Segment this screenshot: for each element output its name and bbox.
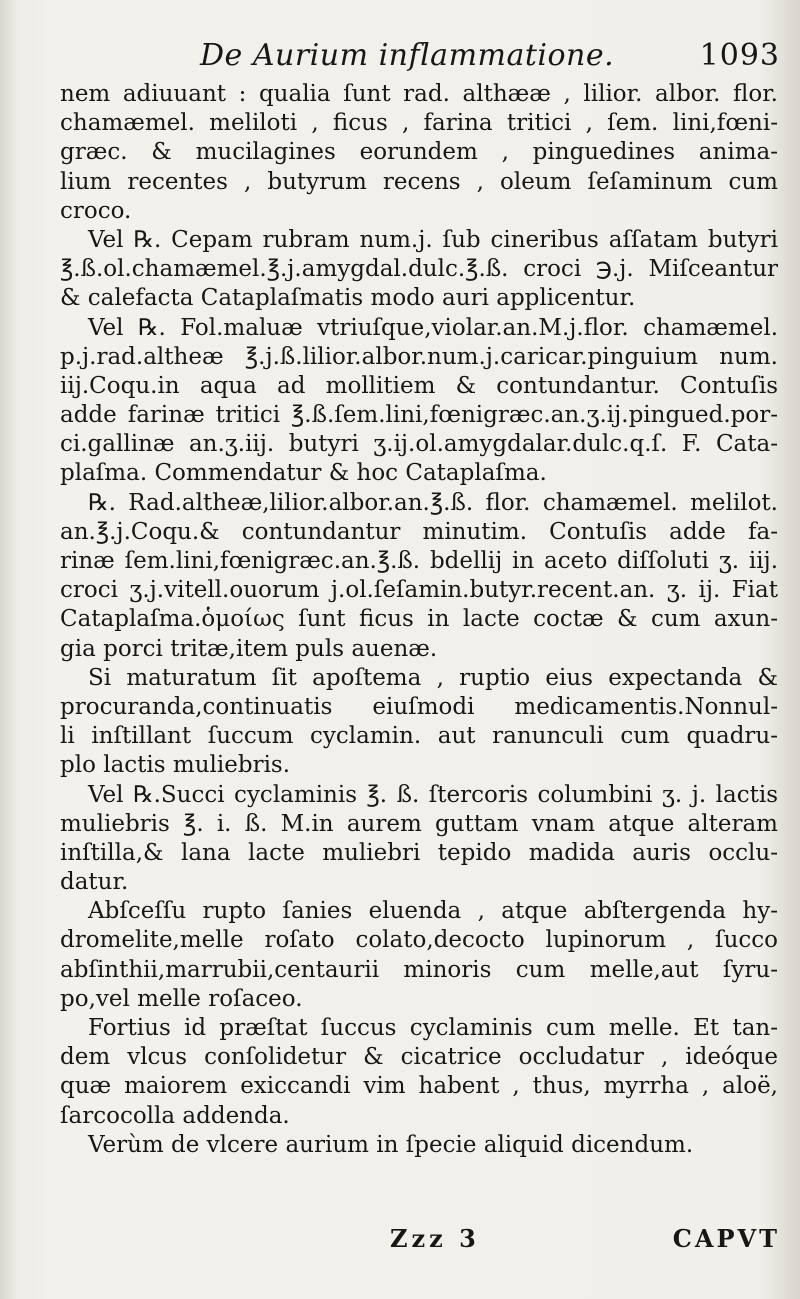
text-line: inſtilla,& lana lacte muliebri tepido madida auris occlu-: [60, 839, 778, 866]
text-line: ci.gallinæ an.ʒ.iij. butyri ʒ.ij.ol.amygdalar.dulc.q.ſ. F. Cata-: [60, 431, 778, 458]
text-line: abſinthii,marrubii,centaurii minoris cum melle,aut ſyru-: [60, 956, 778, 983]
text-line: nem adiuuant : qualia ſunt rad. althææ , lilior. albor. flor.: [60, 81, 778, 107]
text-line: ℥.ß.ol.chamæmel.℥.j.amygdal.dulc.℥.ß. croci ℈.j. Miſceantur: [60, 256, 778, 283]
text-line: plo lactis muliebris.: [60, 752, 291, 779]
text-line: dem vlcus conſolidetur & cicatrice occludatur , ideóque: [60, 1044, 778, 1071]
text-line: chamæmel. meliloti , ficus , farina tritici , ſem. lini,fœni-: [60, 110, 778, 137]
text-line: Vel ℞. Fol.maluæ vtriuſque,violar.an.M.j.flor. chamæmel.: [88, 314, 778, 341]
text-line: Abſceſſu rupto ſanies eluenda , atque abſtergenda hy-: [88, 898, 778, 925]
text-line: croco.: [60, 197, 132, 224]
text-line: Vel ℞.Succi cyclaminis ℥. ß. ſtercoris columbini ʒ. j. lactis: [88, 781, 778, 808]
text-line: po,vel melle roſaceo.: [60, 985, 303, 1012]
text-line: iij.Coqu.in aqua ad mollitiem & contundantur. Contuſis: [60, 372, 778, 399]
text-line: Fortius id præſtat ſuccus cyclaminis cum melle. Et tan-: [88, 1015, 778, 1041]
text-line: croci ʒ.j.vitell.ouorum j.ol.ſeſamin.butyr.recent.an. ʒ. ij. Fiat: [60, 577, 778, 604]
text-line: quæ maiorem exiccandi vim habent , thus, myrrha , aloë,: [60, 1073, 778, 1100]
signature-mark: Zzz 3: [390, 1224, 480, 1253]
text-line: ℞. Rad.altheæ,lilior.albor.an.℥.ß. flor. chamæmel. melilot.: [88, 489, 778, 516]
text-line: gia porci tritæ,item puls auenæ.: [60, 635, 438, 662]
running-title: De Aurium inflammatione.: [200, 38, 615, 73]
text-line: li inſtillant ſuccum cyclamin. aut ranunculi cum quadru-: [60, 723, 778, 750]
page-footer: [390, 1224, 780, 1260]
catchword: CAPVT: [672, 1224, 780, 1253]
page-number: 1093: [699, 38, 780, 73]
text-line: datur.: [60, 869, 129, 896]
text-line: ſarcocolla addenda.: [60, 1102, 290, 1129]
text-line: dromelite,melle roſato colato,decocto lupinorum , ſucco: [60, 927, 778, 954]
text-line: & calefacta Cataplaſmatis modo auri applicentur.: [60, 285, 636, 312]
text-line: Vel ℞. Cepam rubram num.j. ſub cineribus aſſatam butyri: [88, 226, 778, 253]
text-line: Cataplaſma.ὁμοίως ſunt ficus in lacte coctæ & cum axun-: [60, 606, 778, 633]
text-line: muliebris ℥. i. ß. M.in aurem guttam vnam atque alteram: [60, 810, 778, 837]
text-line: græc. & mucilagines eorundem , pinguedines anima-: [60, 139, 778, 166]
text-line: an.℥.j.Coqu.& contundantur minutim. Contuſis adde fa-: [60, 518, 778, 545]
text-line: lium recentes , butyrum recens , oleum ſeſaminum cum: [60, 168, 778, 195]
text-line: Si maturatum ſit apoſtema , ruptio eius expectanda &: [88, 664, 778, 691]
text-line: p.j.rad.altheæ ℥.j.ß.lilior.albor.num.j.caricar.pinguium num.: [60, 343, 778, 370]
body-text: [60, 80, 778, 1160]
text-line: plaſma. Commendatur & hoc Cataplaſma.: [60, 460, 547, 487]
running-header: [200, 38, 780, 84]
text-line: Verùm de vlcere aurium in ſpecie aliquid dicendum.: [88, 1131, 694, 1158]
text-line: procuranda,continuatis eiuſmodi medicamentis.Nonnul-: [60, 693, 778, 720]
text-line: rinæ ſem.lini,fœnigræc.an.℥.ß. bdellij in aceto diſſoluti ʒ. iij.: [60, 548, 778, 574]
text-line: adde farinæ tritici ℥.ß.ſem.lini,fœnigræc.an.ʒ.ij.pingued.por-: [60, 402, 778, 429]
